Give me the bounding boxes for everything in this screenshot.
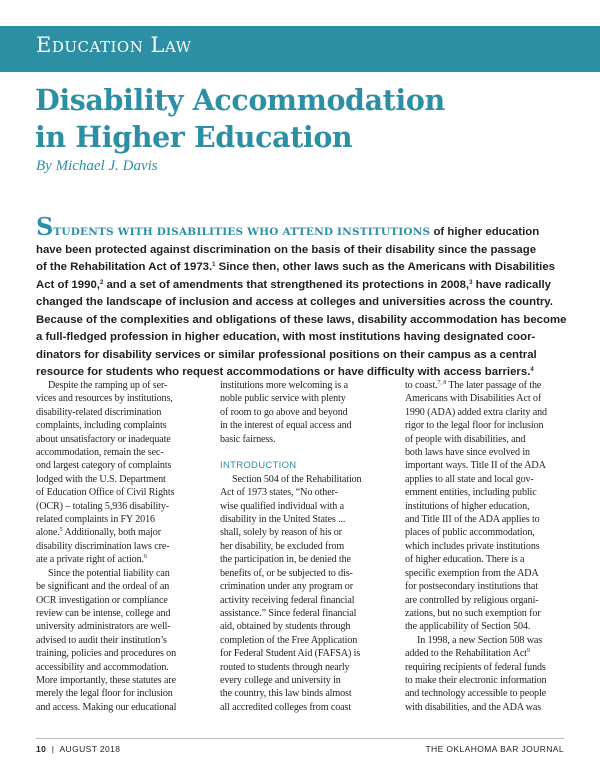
body-line: assistance.” Since federal financial — [220, 607, 357, 619]
body-line: all accredited colleges from coast — [220, 701, 351, 713]
lead-text: resource for students who request accommodations or have difficulty with access barriers. — [36, 366, 531, 378]
body-line: be significant and the ordeal of an — [36, 581, 170, 593]
body-text: The later passage of the — [446, 380, 542, 391]
footnote-ref: 2 — [99, 279, 104, 286]
body-line: vices and resources by institutions, — [36, 393, 173, 405]
body-line: the participation in, be denied the — [220, 554, 351, 566]
body-line: important ways. Title II of the ADA — [405, 460, 546, 472]
lead-line — [36, 277, 566, 295]
lead-text: of the Rehabilitation Act of 1973. — [36, 261, 213, 273]
body-line: the applicability of Section 504. — [405, 621, 531, 633]
body-line: basic fairness. — [220, 433, 276, 445]
body-line: specific exemption from the ADA — [405, 567, 539, 579]
section-label: Education Law — [36, 33, 192, 57]
body-line: of higher education. There is a — [405, 554, 525, 566]
body-line: requiring recipients of federal funds — [405, 661, 546, 673]
body-line: institutions more welcoming is a — [220, 380, 348, 391]
body-line: Despite the ramping up of ser- — [48, 380, 168, 391]
drop-cap: S — [36, 212, 54, 241]
footnote-ref: 5 — [59, 527, 63, 534]
lead-text: Since then, other laws such as the Americans with Disabilities — [215, 261, 555, 273]
body-line: lodged with the U.S. Department — [36, 473, 166, 485]
body-line: in the interest of equal access and — [220, 420, 352, 432]
body-line: disability in the United States ... — [220, 514, 346, 526]
body-line: every college and university in — [220, 674, 341, 686]
body-column-1 — [36, 379, 198, 714]
footnote-ref: 6 — [143, 554, 147, 561]
body-line: institutions of higher education, — [405, 500, 530, 512]
body-line: and Title III of the ADA applies to — [405, 514, 540, 526]
body-line: related complaints in FY 2016 — [36, 514, 155, 526]
body-text: to coast. — [405, 380, 438, 391]
body-line: 1990 (ADA) added extra clarity and — [405, 406, 547, 418]
body-line: advised to audit their institution’s — [36, 634, 167, 646]
body-line: rigor to the legal floor for inclusion — [405, 420, 544, 432]
body-line: benefits of, or be subjected to dis- — [220, 567, 353, 579]
body-line: to make their electronic information — [405, 674, 547, 686]
body-line — [36, 526, 198, 539]
lead-text: and a set of amendments that strengthened its protections in 2008, — [103, 278, 470, 291]
body-text: Additionally, both major — [62, 527, 161, 539]
body-line: of room to go above and beyond — [220, 406, 348, 418]
footnote-ref: 4 — [530, 367, 534, 373]
body-line: noble public service with plenty — [220, 393, 346, 405]
body-line: shall, solely by reason of his or — [220, 527, 342, 539]
body-line: with disabilities, and the ADA was — [405, 701, 542, 713]
body-line: review can be intense, college and — [36, 607, 171, 619]
lead-line: changed the landscape of inclusion and access at colleges and universities across the country. — [36, 296, 553, 308]
footer-separator: | — [51, 744, 55, 754]
body-line — [36, 553, 198, 566]
journal-name: THE OKLAHOMA BAR JOURNAL — [425, 744, 564, 754]
body-line: OCR investigation or compliance — [36, 594, 168, 606]
body-line: ond largest category of complaints — [36, 460, 172, 472]
body-column-3 — [405, 379, 567, 714]
body-line: wise qualified individual with a — [220, 500, 344, 512]
byline: By Michael J. Davis — [36, 158, 158, 174]
lead-line: dinators for disability services or similar professional positions on their campus as a central — [36, 348, 537, 361]
page-number: 10 — [36, 744, 47, 754]
body-line: Since the potential liability can — [48, 567, 170, 579]
lead-line — [36, 212, 566, 242]
lead-text: Act of 1990, — [36, 278, 100, 291]
body-line: accessibility and accommodation. — [36, 661, 169, 673]
body-line: ernment entities, including public — [405, 487, 537, 499]
footnote-ref: 9 — [526, 648, 530, 655]
body-line: training, policies and procedures on — [36, 648, 177, 660]
lead-line — [36, 259, 566, 277]
body-line: complaints, including complaints — [36, 420, 167, 432]
body-line: university administrators are well- — [36, 621, 171, 633]
footnote-ref: 1 — [212, 262, 216, 268]
footer-left — [36, 744, 120, 754]
body-line: Americans with Disabilities Act of — [405, 393, 542, 405]
body-line: accommodation, remain the sec- — [36, 447, 164, 459]
body-line: In 1998, a new Section 508 was — [417, 634, 543, 646]
lead-text: have radically — [472, 278, 552, 291]
body-line: zations, but no such exemption for — [405, 607, 541, 619]
body-line: Act of 1973 states, “No other- — [220, 487, 338, 499]
issue-date: AUGUST 2018 — [59, 744, 121, 754]
body-line: aid, obtained by students through — [220, 621, 351, 633]
lead-line: have been protected against discrimination on the basis of their disability since the passage — [36, 243, 537, 256]
body-line: More importantly, these statutes are — [36, 674, 176, 686]
body-line: for postsecondary institutions that — [405, 581, 538, 593]
body-line: both laws have since evolved in — [405, 447, 530, 459]
body-line: of people with disabilities, and — [405, 433, 526, 445]
body-line: are controlled by religious organi- — [405, 594, 539, 606]
lead-paragraph — [36, 212, 567, 382]
footer-rule — [36, 738, 564, 739]
body-line: merely the legal floor for inclusion — [36, 688, 173, 700]
lead-text: of higher education — [430, 226, 540, 238]
lead-line: Because of the complexities and obligations of these laws, disability accommodation has become — [36, 313, 567, 326]
body-text: ate a private right of action. — [36, 554, 144, 566]
lead-line: a full-fledged profession in higher education, with most institutions having designated coor- — [36, 331, 536, 343]
body-line: of Education Office of Civil Rights — [36, 487, 175, 499]
body-line — [405, 647, 567, 660]
body-line: disability-related discrimination — [36, 406, 162, 418]
body-line: activity receiving federal financial — [220, 594, 355, 606]
body-line: Section 504 of the Rehabilitation — [232, 473, 362, 485]
body-text: alone. — [36, 527, 60, 539]
body-line: (OCR) – totaling 5,936 disability- — [36, 500, 170, 512]
body-line: the country, this law binds almost — [220, 688, 352, 700]
body-line — [405, 379, 567, 392]
article-title — [35, 82, 575, 156]
body-line: applies to all state and local gov- — [405, 473, 534, 485]
body-line: and technology accessible to people — [405, 688, 546, 700]
body-line: disability discrimination laws cre- — [36, 540, 170, 552]
footnote-ref: 3 — [469, 279, 473, 286]
title-line-2: in Higher Education — [35, 120, 353, 154]
body-line: and access. Making our educational — [36, 701, 177, 713]
body-line: places of public accommodation, — [405, 527, 535, 539]
body-line: routed to students through nearly — [220, 661, 350, 673]
lead-small-caps: TUDENTS WITH DISABILITIES WHO ATTEND INSTITUTIONS — [53, 226, 431, 238]
body-line: about unsatisfactory or inadequate — [36, 433, 171, 445]
body-column-2 — [220, 379, 382, 714]
body-line: crimination under any program or — [220, 581, 353, 593]
footnote-ref: 7, 8 — [437, 380, 447, 386]
body-line: completion of the Free Application — [220, 634, 358, 646]
body-line: which includes private institutions — [405, 540, 540, 552]
section-heading-introduction: INTRODUCTION — [220, 460, 297, 472]
title-line-1: Disability Accommodation — [35, 83, 445, 117]
body-line: for Federal Student Aid (FAFSA) is — [220, 648, 361, 660]
body-text: added to the Rehabilitation Act — [405, 648, 527, 660]
body-line: her disability, be excluded from — [220, 540, 345, 552]
